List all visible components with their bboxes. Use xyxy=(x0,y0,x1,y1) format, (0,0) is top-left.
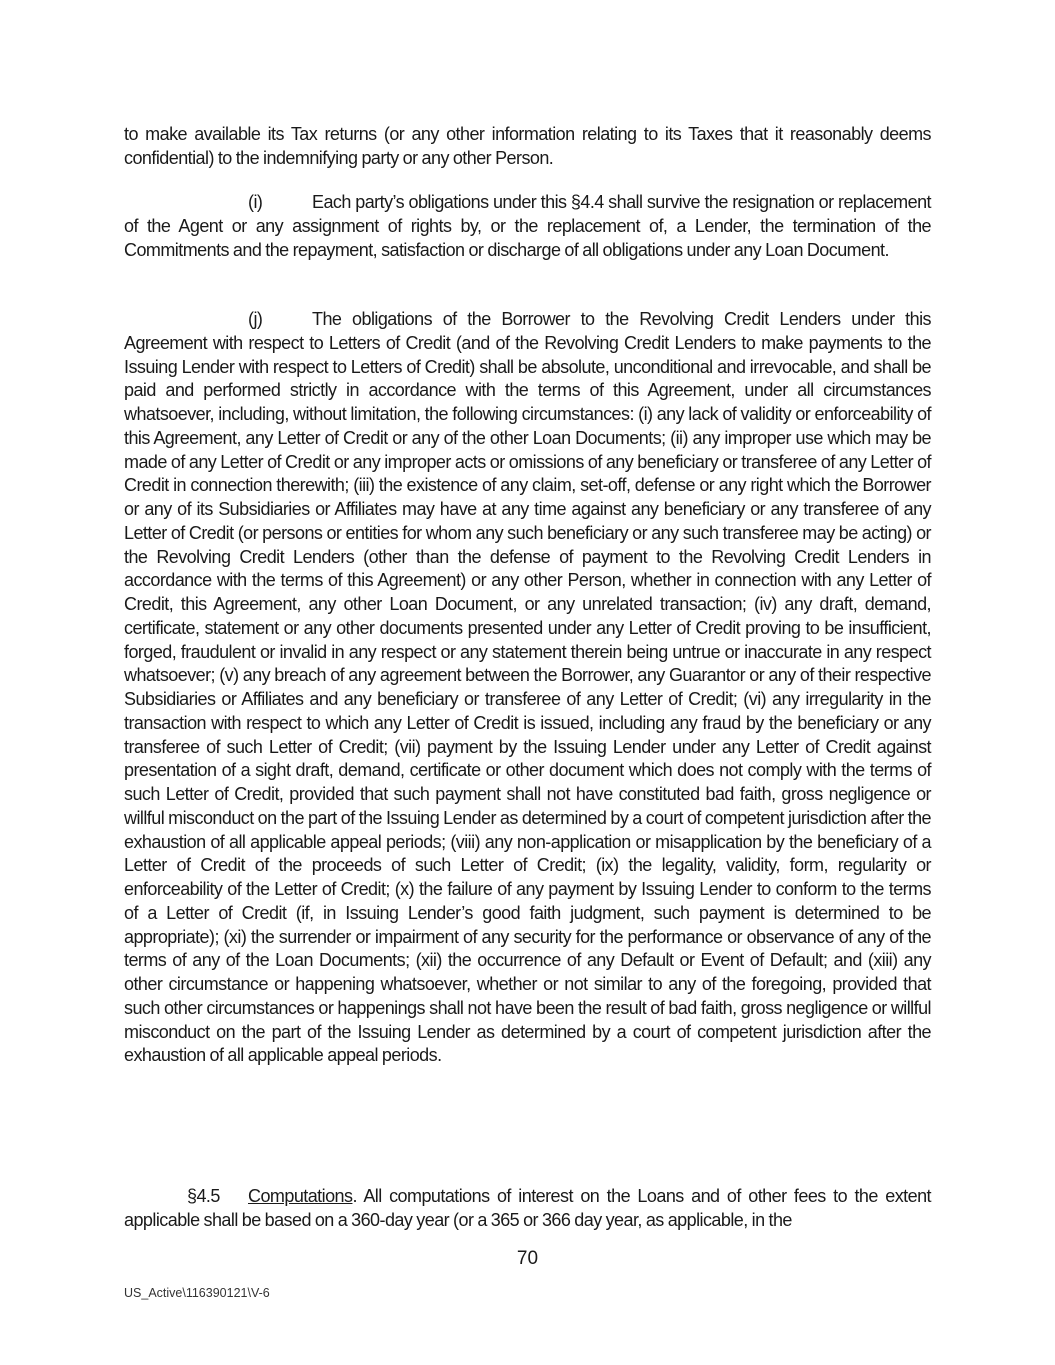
paragraph-text: Each party’s obligations under this §4.4 shall survive the resignation or replacement of the Agent or any assignment of rights by, or the replacement of, a Lender, the termination of the Commitments and the repayment, satisfaction or discharge of all obligations under any Loan Document. xyxy=(124,192,931,260)
section-4-5 xyxy=(124,1185,931,1233)
paragraph-text: . All computations of interest on the Loans and of other fees to the extent applicable shall be based on a 360-day year (or a 365 or 366 day year, as applicable, in the xyxy=(124,1186,931,1230)
paragraph-j xyxy=(124,308,931,1068)
paragraph-i xyxy=(124,191,931,262)
section-heading: Computations xyxy=(248,1186,353,1206)
section-number: §4.5 xyxy=(187,1186,220,1206)
page-number: 70 xyxy=(516,1248,539,1269)
document-id-footer: US_Active\116390121\V-6 xyxy=(124,1286,270,1300)
paragraph-text: to make available its Tax returns (or any other information relating to its Taxes that it reasonably deems confidential) to the indemnifying party or any other Person. xyxy=(124,124,931,168)
paragraph-text: The obligations of the Borrower to the Revolving Credit Lenders under this Agreement with respect to Letters of Credit (and of the Revolving Credit Lenders to make payments to the Issuing Lender with respect to Letters of Credit) shall be absolute, unconditional and irrevocable, and shall be paid and performed strictly in accordance with the terms of this Agreement, under all circumstances whatsoever, including, without limitation, the following circumstances: (i) any lack of validity or enforceability of this Agreement, any Letter of Credit or any of the other Loan Documents; (ii) any improper use which may be made of any Letter of Credit or any improper acts or omissions of any beneficiary or transferee of any Letter of Credit in connection therewith; (iii) the existence of any claim, set-off, defense or any right which the Borrower or any of its Subsidiaries or Affiliates may have at any time against any beneficiary or any transferee of any Letter of Credit (or persons or entities for whom any such beneficiary or any such transferee may be acting) or the Revolving Credit Lenders (other than the defense of payment to the Revolving Credit Lenders in accordance with the terms of this Agreement) or any other Person, whether in connection with any Letter of Credit, this Agreement, any other Loan Document, or any unrelated transaction; (iv) any draft, demand, certificate, statement or any other documents presented under any Letter of Credit proving to be insufficient, forged, fraudulent or invalid in any respect or any statement therein being untrue or inaccurate in any respect whatsoever; (v) any breach of any agreement between the Borrower, any Guarantor or any of their respective Subsidiaries or Affiliates and any beneficiary or transferee of any Letter of Credit; (vi) any irregularity in the transaction with respect to which any Letter of Credit is issued, including any fraud by the beneficiary or any transferee of such Letter of Credit; (vii) payment by the Issuing Lender under any Letter of Credit against presentation of a sight draft, demand, certificate or other document which does not comply with the terms of such Letter of Credit, provided that such payment shall not have constituted bad faith, gross negligence or willful misconduct on the part of the Issuing Lender as determined by a court of competent jurisdiction after the exhaustion of all applicable appeal periods; (viii) any non-application or misapplication by the beneficiary of a Letter of Credit of the proceeds of such Letter of Credit; (ix) the legality, validity, form, regularity or enforceability of the Letter of Credit; (x) the failure of any payment by Issuing Lender to conform to the terms of a Letter of Credit (if, in Issuing Lender’s good faith judgment, such payment is determined to be appropriate); (xi) the surrender or impairment of any security for the performance or observance of any of the terms of any of the Loan Documents; (xii) the occurrence of any Default or Event of Default; and (xiii) any other circumstance or happening whatsoever, whether or not similar to any of the foregoing, provided that such other circumstances or happenings shall not have been the result of bad faith, gross negligence or willful misconduct on the part of the Issuing Lender as determined by a court of competent jurisdiction after the exhaustion of all applicable appeal periods. xyxy=(124,309,931,1066)
paragraph-continuation xyxy=(124,123,931,171)
clause-marker: (j) xyxy=(248,309,263,329)
clause-marker: (i) xyxy=(248,192,263,212)
